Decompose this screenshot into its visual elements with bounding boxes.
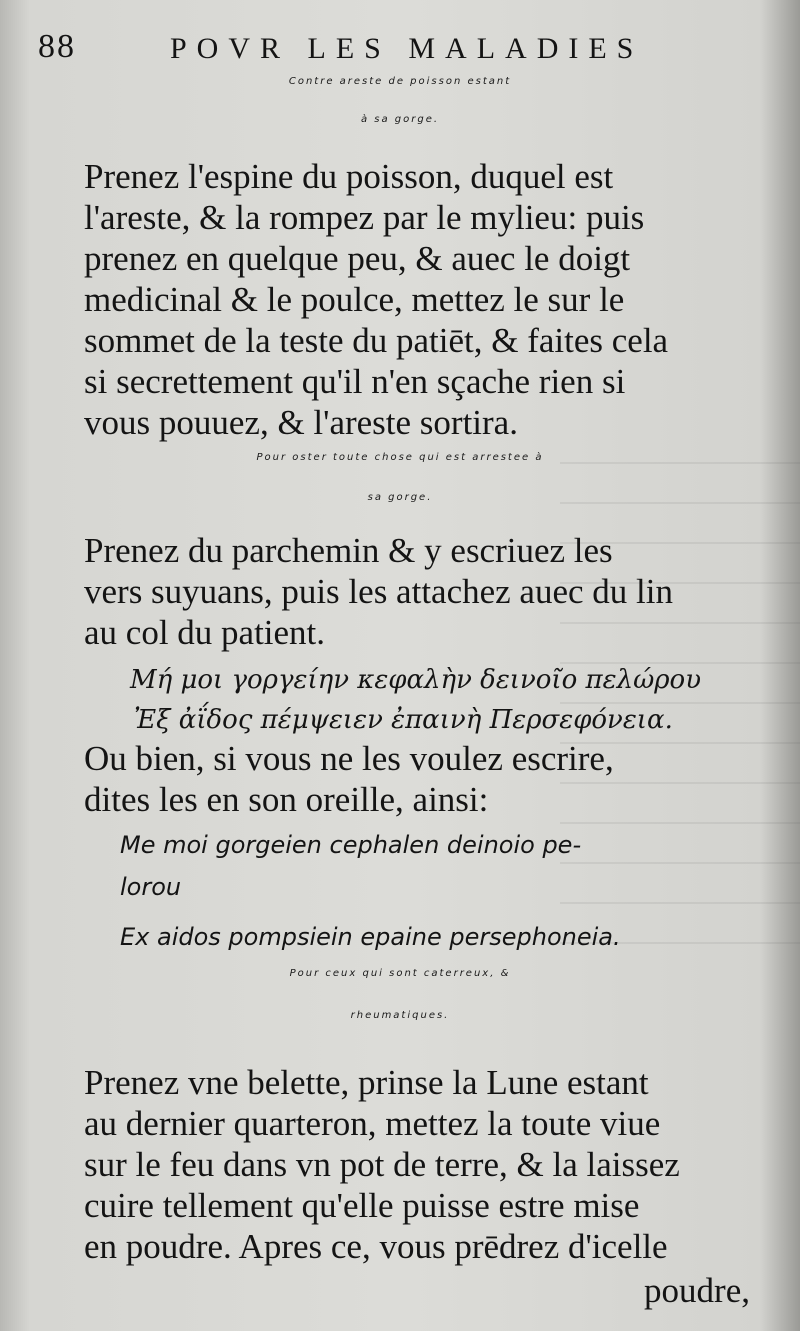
text-line: Ou bien, si vous ne les voulez escrire,	[84, 739, 614, 778]
text-line: sur le feu dans vn pot de terre, & la laissez	[84, 1145, 680, 1184]
text-line: cuire tellement qu'elle puisse estre mise	[84, 1186, 640, 1225]
latin-verse: Me moi gorgeien cephalen deinoio pe-	[120, 831, 582, 859]
text-line: prenez en quelque peu, & auec le doigt	[84, 239, 631, 278]
paragraph-4	[84, 1062, 754, 1267]
section-title-3a: Pour ceux qui sont caterreux, &	[289, 968, 511, 979]
text-line: au dernier quarteron, mettez la toute viue	[84, 1104, 661, 1143]
text-line: sommet de la teste du patiēt, & faites cela	[84, 321, 669, 360]
greek-verses	[130, 660, 750, 740]
paragraph-1	[84, 156, 754, 443]
paragraph-3	[84, 738, 754, 820]
text-line: l'areste, & la rompez par le mylieu: puis	[84, 198, 645, 237]
text-line: Prenez vne belette, prinse la Lune estant	[84, 1063, 649, 1102]
text-line: vous pouuez, & l'areste sortira.	[84, 403, 518, 442]
text-line: vers suyuans, puis les attachez auec du lin	[84, 572, 673, 611]
running-title: POVR LES MALADIES	[170, 32, 644, 65]
section-title-1a: Contre areste de poisson estant	[288, 76, 512, 87]
text-line: au col du patient.	[84, 613, 326, 652]
running-header	[38, 28, 678, 72]
text-line: en poudre. Apres ce, vous prēdrez d'icelle	[84, 1227, 668, 1266]
section-title-2b: sa gorge.	[367, 492, 433, 503]
greek-verse: Μή μοι γοργείην κεφαλὴν δεινοῖο πελώρου	[130, 665, 702, 695]
latin-verse: Ex aidos pompsiein epaine persephoneia.	[120, 923, 621, 951]
transliterated-verses	[120, 824, 760, 958]
latin-verse: lorou	[120, 873, 182, 901]
text-line: Prenez du parchemin & y escriuez les	[84, 531, 613, 570]
catchword: poudre,	[644, 1271, 750, 1310]
text-line: si secrettement qu'il n'en sçache rien si	[84, 362, 626, 401]
page-number: 88	[38, 28, 76, 65]
greek-verse: Ἐξ ἀΐδος πέμψειεν ἐπαινὴ Περσεφόνεια.	[134, 705, 673, 735]
section-title-3b: rheumatiques.	[350, 1010, 450, 1021]
section-title-2a: Pour oster toute chose qui est arrestee à	[256, 452, 544, 463]
text-line: medicinal & le poulce, mettez le sur le	[84, 280, 625, 319]
paragraph-2	[84, 530, 754, 653]
section-title-1b: à sa gorge.	[360, 114, 440, 125]
text-line: Prenez l'espine du poisson, duquel est	[84, 157, 614, 196]
text-line: dites les en son oreille, ainsi:	[84, 780, 489, 819]
